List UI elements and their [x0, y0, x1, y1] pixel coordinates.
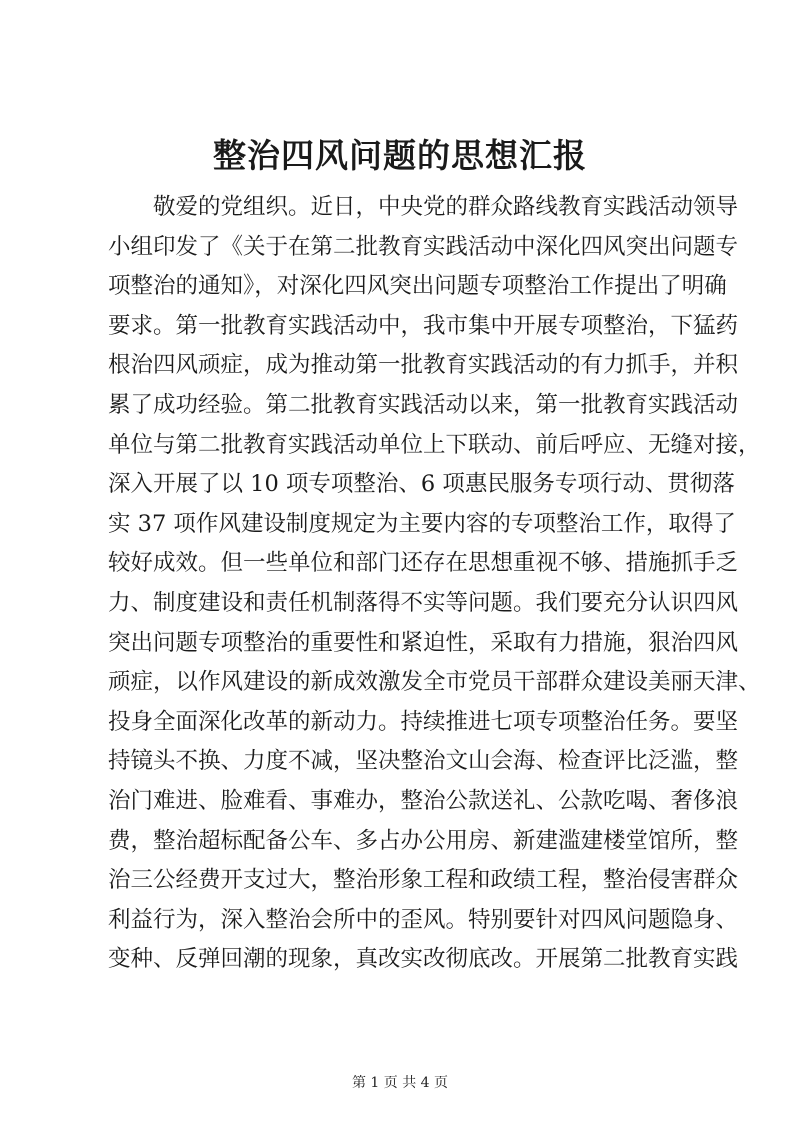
- body-line: 投身全面深化改革的新动力。持续推进七项专项整治任务。要坚: [108, 708, 739, 735]
- document-title: 整治四风问题的思想汇报: [213, 136, 587, 175]
- document-body: [108, 188, 761, 980]
- body-line: 累了成功经验。第二批教育实践活动以来，第一批教育实践活动: [108, 391, 739, 418]
- page-number: 第 1 页 共 4 页: [351, 1075, 449, 1091]
- body-line: 变种、反弹回潮的现象，真改实改彻底改。开展第二批教育实践: [108, 946, 739, 973]
- body-line: 持镜头不换、力度不减，坚决整治文山会海、检查评比泛滥，整: [108, 748, 739, 775]
- body-line: 小组印发了《关于在第二批教育实践活动中深化四风突出问题专: [108, 233, 739, 260]
- body-line: 要求。第一批教育实践活动中，我市集中开展专项整治，下猛药: [108, 312, 739, 339]
- body-line: 治三公经费开支过大，整治形象工程和政绩工程，整治侵害群众: [108, 867, 739, 894]
- body-line: 深入开展了以 10 项专项整治、6 项惠民服务专项行动、贯彻落: [108, 471, 735, 498]
- body-line: 治门难进、脸难看、事难办，整治公款送礼、公款吃喝、奢侈浪: [108, 787, 739, 814]
- body-line: 顽症，以作风建设的新成效激发全市党员干部群众建设美丽天津、: [108, 669, 761, 696]
- body-line: 敬爱的党组织。近日，中央党的群众路线教育实践活动领导: [153, 194, 739, 220]
- body-line: 利益行为，深入整治会所中的歪风。特别要针对四风问题隐身、: [108, 906, 739, 933]
- body-line: 实 37 项作风建设制度规定为主要内容的专项整治工作，取得了: [108, 510, 736, 537]
- body-line: 根治四风顽症，成为推动第一批教育实践活动的有力抓手，并积: [108, 352, 739, 379]
- body-line: 较好成效。但一些单位和部门还存在思想重视不够、措施抓手乏: [108, 550, 739, 577]
- body-line: 费，整治超标配备公车、多占办公用房、新建滥建楼堂馆所，整: [108, 827, 739, 854]
- body-line: 突出问题专项整治的重要性和紧迫性，采取有力措施，狠治四风: [108, 629, 739, 656]
- body-line: 力、制度建设和责任机制落得不实等问题。我们要充分认识四风: [108, 589, 739, 616]
- body-line: 单位与第二批教育实践活动单位上下联动、前后呼应、无缝对接，: [108, 431, 761, 458]
- body-line: 项整治的通知》，对深化四风突出问题专项整治工作提出了明确: [108, 273, 727, 300]
